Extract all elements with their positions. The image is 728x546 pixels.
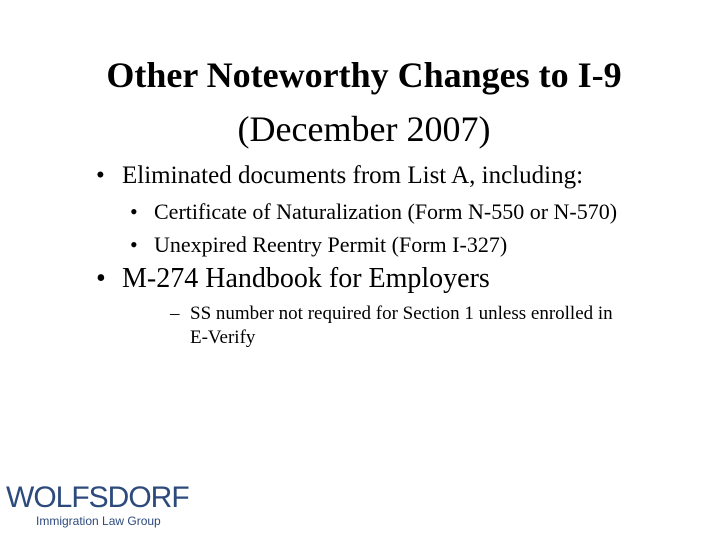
slide-content <box>96 160 696 350</box>
logo-tagline: Immigration Law Group <box>36 514 161 528</box>
bullet-marker: • <box>96 162 105 189</box>
sub-bullet-text: SS number not required for Section 1 unless enrolled in E-Verify <box>190 303 613 348</box>
sub-bullet-text: Certificate of Naturalization (Form N-550 or N-570) <box>154 199 618 224</box>
bullet-text: Eliminated documents from List A, including: <box>122 162 584 189</box>
bullet-m274-handbook <box>96 262 696 296</box>
wolfsdorf-logo <box>6 482 189 528</box>
sub-bullet-marker: • <box>130 199 138 224</box>
sub-bullet-certificate-naturalization <box>130 198 654 225</box>
sub-bullet-reentry-permit <box>130 231 654 258</box>
slide-title <box>40 48 688 156</box>
logo-name: WOLFSDORF <box>6 481 189 514</box>
bullet-eliminated-documents <box>96 160 696 192</box>
sub-bullet-text: Unexpired Reentry Permit (Form I-327) <box>154 232 508 257</box>
bullet-marker: • <box>96 263 106 294</box>
sub-bullet-ss-number <box>170 302 630 350</box>
bullet-text: M-274 Handbook for Employers <box>122 263 490 294</box>
title-main: Other Noteworthy Changes to I-9 <box>106 55 622 95</box>
sub-bullet-marker: • <box>130 232 138 257</box>
title-subtitle: (December 2007) <box>237 109 491 149</box>
dash-marker: – <box>170 303 180 324</box>
